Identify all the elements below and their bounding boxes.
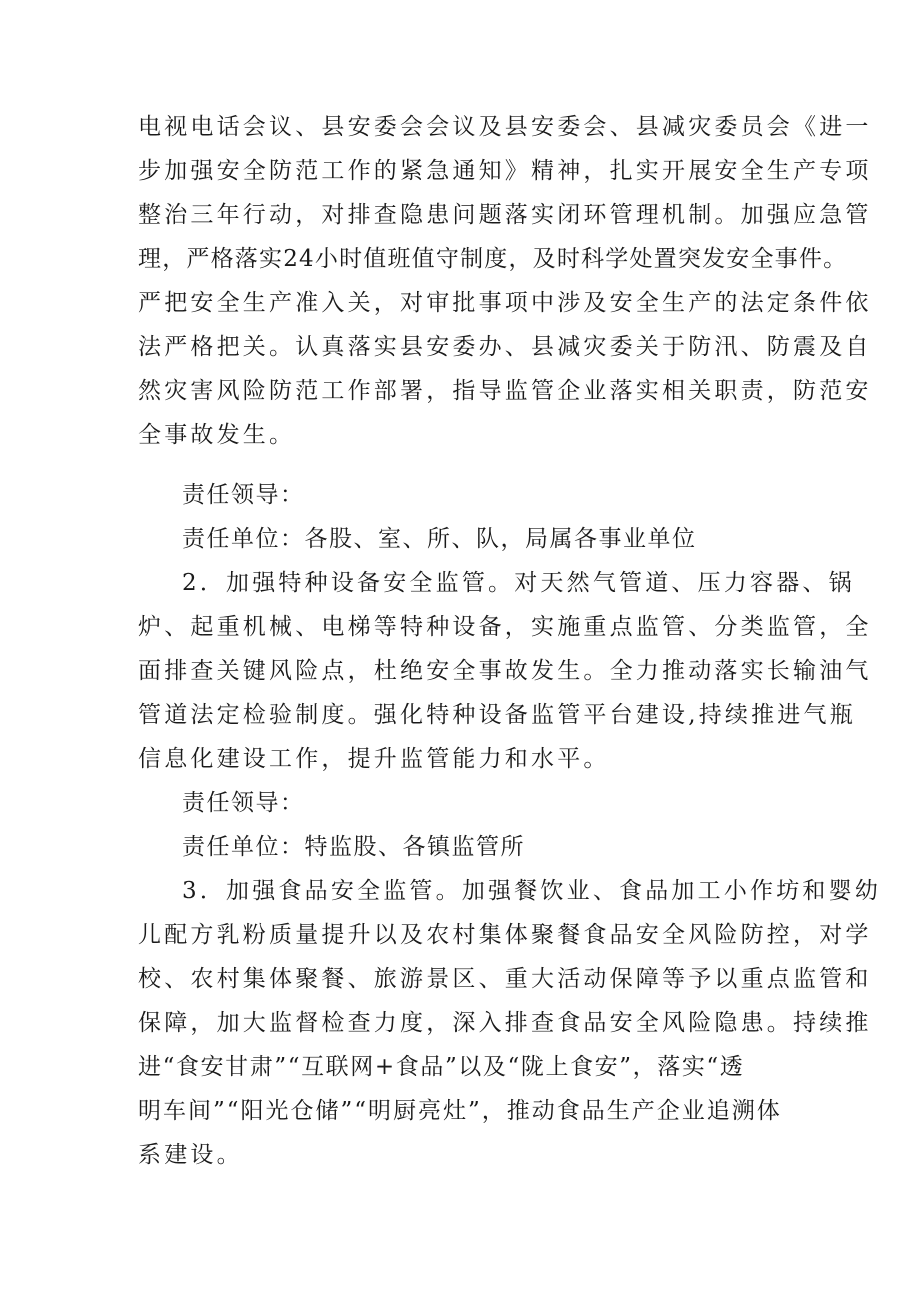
paragraph-line: 法严格把关。认真落实县安委办、县减灾委关于防汛、防震及自 (138, 334, 872, 360)
responsible-leader: 责任领导： (182, 482, 305, 508)
paragraph-line: 步加强安全防范工作的紧急通知》精神，扎实开展安全生产专项 (138, 158, 872, 184)
section-heading-2: 2．加强特种设备安全监管。对天然气管道、压力容器、锅 (182, 570, 855, 596)
paragraph-line: 面排查关键风险点，杜绝安全事故发生。全力推动落实长输油气 (138, 658, 872, 684)
paragraph-line: 系建设。 (138, 1142, 243, 1168)
paragraph-line: 信息化建设工作，提升监管能力和水平。 (138, 746, 610, 772)
paragraph-line: 保障，加大监督检查力度，深入排查食品安全风险隐患。持续推 (138, 1010, 872, 1036)
paragraph-line: 理，严格落实24小时值班值守制度，及时科学处置突发安全事件。 (138, 246, 848, 272)
responsible-unit: 责任单位：特监股、各镇监管所 (182, 834, 525, 860)
paragraph-line: 明车间”“阳光仓储”“明厨亮灶”，推动食品生产企业追溯体 (138, 1098, 782, 1124)
paragraph-line: 然灾害风险防范工作部署，指导监管企业落实相关职责，防范安 (138, 378, 872, 404)
paragraph-line: 炉、起重机械、电梯等特种设备，实施重点监管、分类监管，全 (138, 614, 872, 640)
responsible-leader: 责任领导： (182, 790, 305, 816)
paragraph-line: 进“食安甘肃”“互联网+食品”以及“陇上食安”，落实“透 (138, 1054, 745, 1080)
paragraph-line: 校、农村集体聚餐、旅游景区、重大活动保障等予以重点监管和 (138, 966, 872, 992)
paragraph-line: 整治三年行动，对排查隐患问题落实闭环管理机制。加强应急管 (138, 202, 872, 228)
paragraph-line: 儿配方乳粉质量提升以及农村集体聚餐食品安全风险防控，对学 (138, 922, 872, 948)
paragraph-line: 严把安全生产准入关，对审批事项中涉及安全生产的法定条件依 (138, 290, 872, 316)
paragraph-line: 电视电话会议、县安委会会议及县安委会、县减灾委员会《进一 (138, 114, 872, 140)
section-heading-3: 3．加强食品安全监管。加强餐饮业、食品加工小作坊和婴幼 (182, 878, 882, 904)
paragraph-line: 全事故发生。 (138, 422, 296, 448)
paragraph-line: 管道法定检验制度。强化特种设备监管平台建设,持续推进气瓶 (138, 702, 856, 728)
responsible-unit: 责任单位：各股、室、所、队，局属各事业单位 (182, 526, 697, 552)
